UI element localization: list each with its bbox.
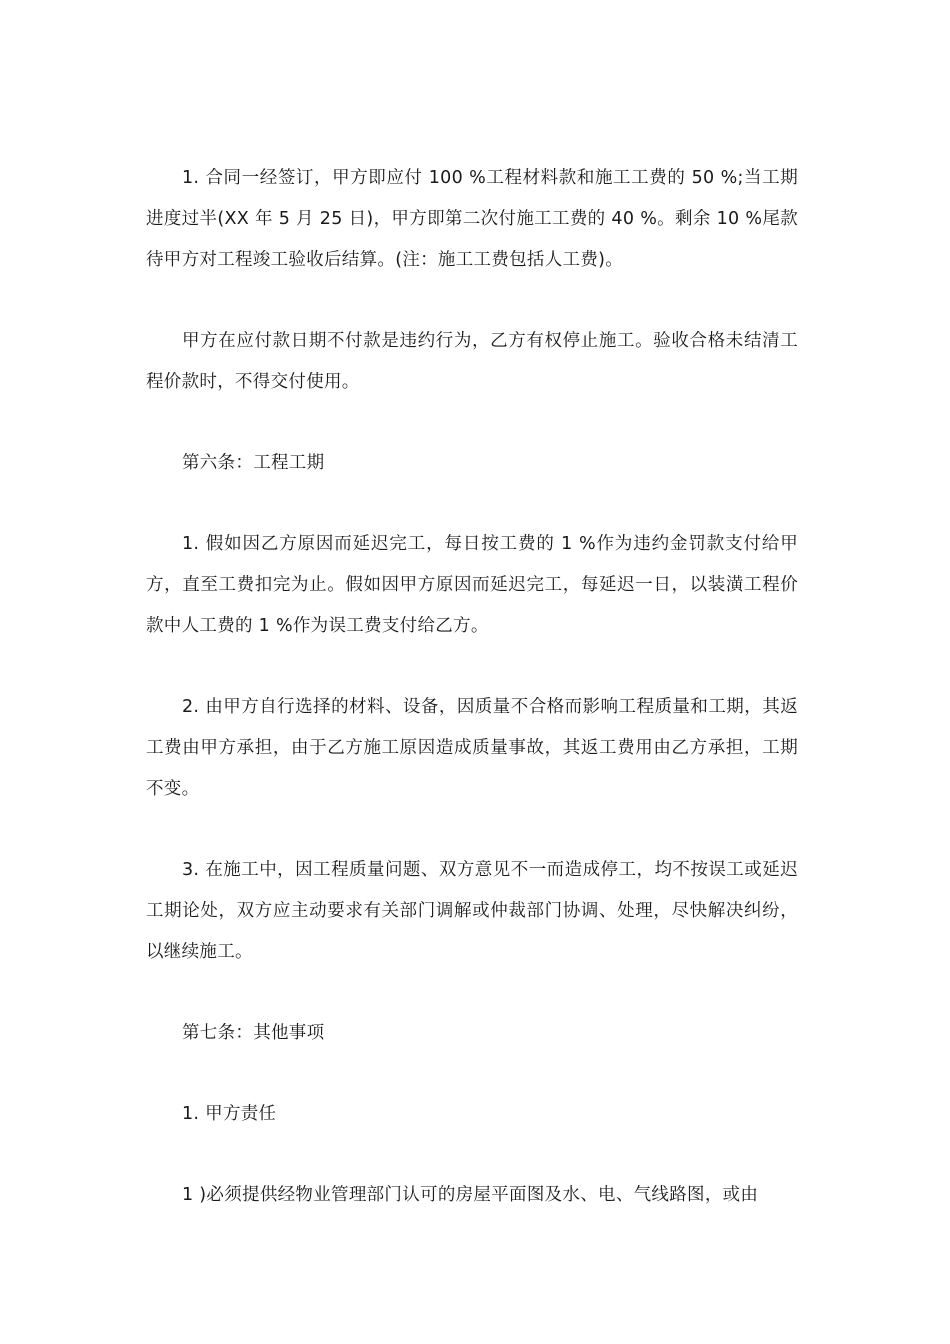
payment-terms-paragraph: 1. 合同一经签订，甲方即应付 100 %工程材料款和施工工费的 50 %;当工期进度过半(XX 年 5 月 25 日)，甲方即第二次付施工工费的 40 %。剩余 10 %尾款待甲方对工程竣工验收后结算。(注：施工工费包括人工费)。 [146,168,798,270]
article-seven-heading: 第七条：其他事项 [182,1023,325,1043]
paragraph-spacer [146,1054,798,1094]
article-six-heading: 第六条：工程工期 [182,453,325,473]
party-a-duties-heading: 1. 甲方责任 [182,1104,277,1124]
paragraph-spacer [146,973,798,1013]
paragraph-spacer [146,647,798,687]
paragraph-spacer [146,403,798,443]
party-a-duty-item-1: 1 )必须提供经物业管理部门认可的房屋平面图及水、电、气线路图，或由 [182,1185,759,1205]
delay-penalty-paragraph: 1. 假如因乙方原因而延迟完工，每日按工费的 1 %作为违约金罚款支付给甲方，直至工费扣完为止。假如因甲方原因而延迟完工，每延迟一日，以装潢工程价款中人工费的 1 %作为误工费支付给乙方。 [146,534,798,636]
document-body [146,158,798,1216]
paragraph-spacer [146,281,798,321]
late-payment-paragraph: 甲方在应付款日期不付款是违约行为，乙方有权停止施工。验收合格未结清工程价款时，不得交付使用。 [146,331,798,392]
material-quality-paragraph: 2. 由甲方自行选择的材料、设备，因质量不合格而影响工程质量和工期，其返工费由甲方承担，由于乙方施工原因造成质量事故，其返工费用由乙方承担，工期不变。 [146,697,798,799]
paragraph-spacer [146,810,798,850]
paragraph-spacer [146,1135,798,1175]
paragraph-spacer [146,484,798,524]
dispute-resolution-paragraph: 3. 在施工中，因工程质量问题、双方意见不一而造成停工，均不按误工或延迟工期论处，双方应主动要求有关部门调解或仲裁部门协调、处理，尽快解决纠纷，以继续施工。 [146,860,798,962]
